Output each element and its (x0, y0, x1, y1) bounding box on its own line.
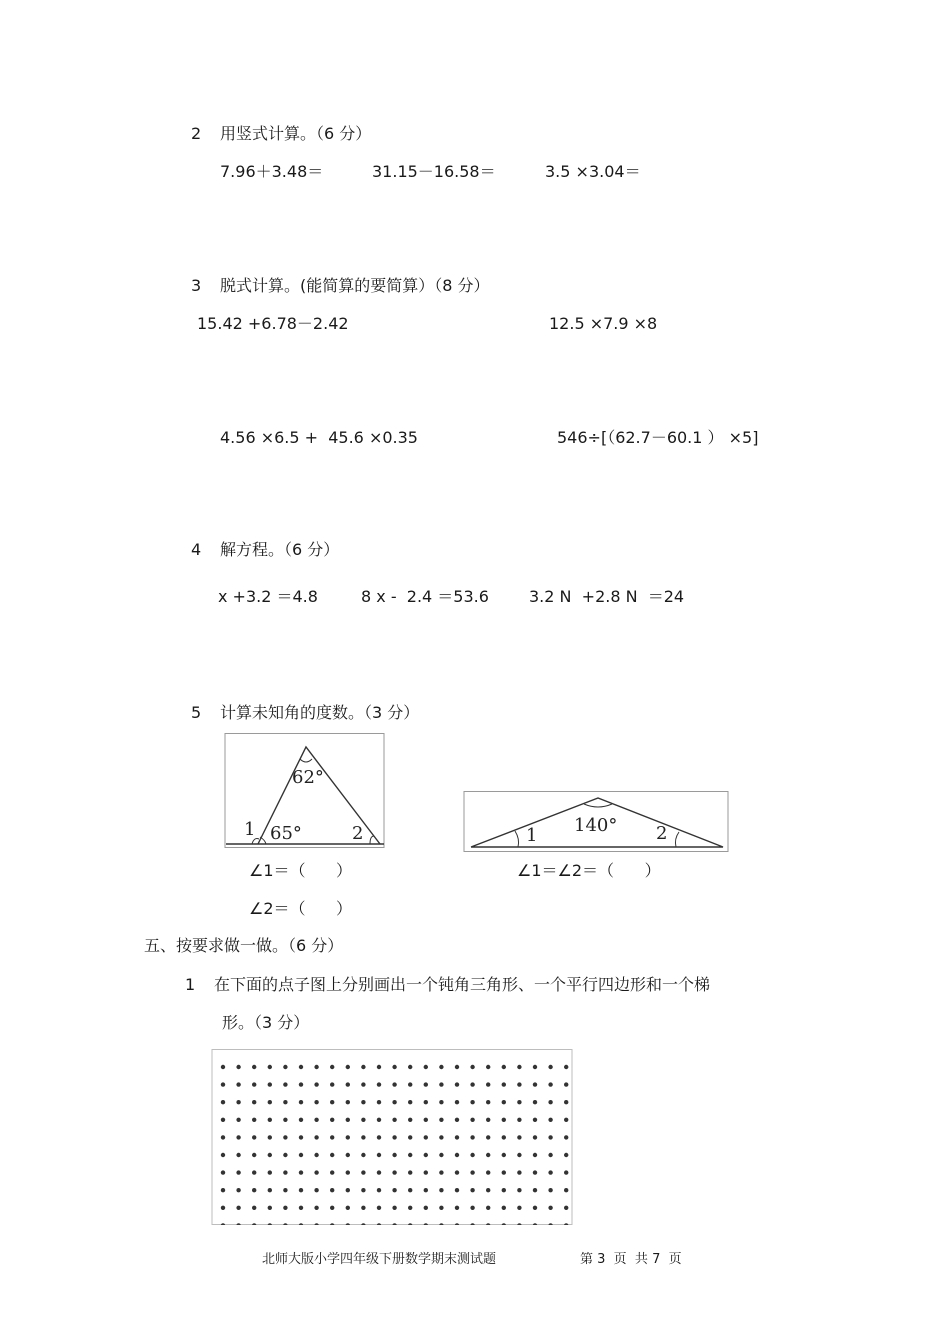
angle-140-label: 140° (574, 815, 618, 836)
grid-dot[interactable] (392, 1206, 396, 1210)
grid-dot[interactable] (455, 1170, 459, 1174)
grid-dot[interactable] (314, 1065, 318, 1069)
triangle-figure-2 (463, 791, 729, 853)
grid-dot[interactable] (361, 1082, 365, 1086)
grid-dot[interactable] (392, 1118, 396, 1122)
grid-dot[interactable] (221, 1188, 225, 1192)
s5-q1-text-line2: 形。（3 分） (222, 1013, 310, 1032)
grid-dot[interactable] (486, 1206, 490, 1210)
grid-dot[interactable] (361, 1065, 365, 1069)
grid-dot[interactable] (470, 1170, 474, 1174)
q3-number: 3 (191, 276, 202, 295)
grid-dot[interactable] (517, 1118, 521, 1122)
grid-dot[interactable] (470, 1118, 474, 1122)
dot-grid[interactable] (211, 1049, 573, 1225)
grid-dot[interactable] (236, 1153, 240, 1157)
grid-dot[interactable] (392, 1135, 396, 1139)
grid-dot[interactable] (392, 1223, 396, 1225)
grid-dot[interactable] (486, 1170, 490, 1174)
q5-answer-2: ∠2＝（ ） (249, 899, 353, 918)
grid-dot[interactable] (221, 1082, 225, 1086)
q4-title: 解方程。（6 分） (220, 540, 340, 559)
grid-dot[interactable] (299, 1082, 303, 1086)
grid-dot[interactable] (299, 1118, 303, 1122)
grid-dot[interactable] (361, 1206, 365, 1210)
grid-dot[interactable] (502, 1118, 506, 1122)
grid-dot[interactable] (548, 1135, 552, 1139)
q4-item-2: 8 x - 2.4 ＝53.6 (361, 587, 489, 606)
section-heading: 五、按要求做一做。（6 分） (144, 936, 344, 955)
grid-dot[interactable] (268, 1118, 272, 1122)
grid-dot[interactable] (236, 1170, 240, 1174)
grid-dot[interactable] (502, 1170, 506, 1174)
grid-dot[interactable] (439, 1065, 443, 1069)
grid-dot[interactable] (314, 1082, 318, 1086)
grid-dot[interactable] (236, 1065, 240, 1069)
grid-dot[interactable] (236, 1206, 240, 1210)
grid-dot[interactable] (392, 1100, 396, 1104)
q4-item-3: 3.2 N +2.8 N ＝24 (529, 587, 685, 606)
grid-dot[interactable] (330, 1065, 334, 1069)
grid-dot[interactable] (314, 1135, 318, 1139)
grid-dot[interactable] (346, 1082, 350, 1086)
grid-dot[interactable] (470, 1100, 474, 1104)
grid-dot[interactable] (455, 1188, 459, 1192)
grid-dot[interactable] (283, 1223, 287, 1225)
angle-62-label: 62° (292, 767, 324, 788)
grid-dot[interactable] (346, 1170, 350, 1174)
grid-dot[interactable] (470, 1188, 474, 1192)
grid-dot[interactable] (533, 1188, 537, 1192)
grid-dot[interactable] (361, 1153, 365, 1157)
grid-dot[interactable] (424, 1118, 428, 1122)
q5-title: 计算未知角的度数。（3 分） (220, 703, 420, 722)
grid-dot[interactable] (377, 1100, 381, 1104)
grid-dot[interactable] (533, 1223, 537, 1225)
grid-dot[interactable] (455, 1065, 459, 1069)
grid-dot[interactable] (377, 1188, 381, 1192)
grid-dot[interactable] (252, 1170, 256, 1174)
grid-dot[interactable] (408, 1135, 412, 1139)
grid-dot[interactable] (455, 1118, 459, 1122)
q3-item-2: 12.5 ×7.9 ×8 (549, 314, 658, 333)
q2-item-2: 31.15－16.58＝ (372, 162, 496, 181)
grid-dot[interactable] (252, 1153, 256, 1157)
grid-dot[interactable] (502, 1082, 506, 1086)
grid-dot[interactable] (517, 1170, 521, 1174)
q3-item-4: 546÷[（62.7－60.1 ） ×5] (557, 428, 759, 447)
q2-number: 2 (191, 124, 202, 143)
grid-dot[interactable] (424, 1135, 428, 1139)
grid-dot[interactable] (377, 1118, 381, 1122)
grid-dot[interactable] (299, 1153, 303, 1157)
grid-dot[interactable] (548, 1223, 552, 1225)
grid-dot[interactable] (236, 1100, 240, 1104)
grid-dot[interactable] (330, 1188, 334, 1192)
grid-dot[interactable] (283, 1170, 287, 1174)
grid-dot[interactable] (533, 1065, 537, 1069)
grid-dot[interactable] (548, 1206, 552, 1210)
grid-dot[interactable] (424, 1082, 428, 1086)
grid-dot[interactable] (548, 1188, 552, 1192)
q5-number: 5 (191, 703, 202, 722)
angle-2-label: 2 (656, 823, 668, 844)
grid-dot[interactable] (346, 1135, 350, 1139)
q3-item-3: 4.56 ×6.5 + 45.6 ×0.35 (220, 428, 418, 447)
grid-dot[interactable] (236, 1223, 240, 1225)
grid-dot[interactable] (299, 1170, 303, 1174)
grid-dot[interactable] (221, 1118, 225, 1122)
grid-dot[interactable] (548, 1065, 552, 1069)
grid-dot[interactable] (564, 1082, 568, 1086)
grid-dot[interactable] (346, 1153, 350, 1157)
grid-dot[interactable] (439, 1082, 443, 1086)
grid-dot[interactable] (236, 1118, 240, 1122)
grid-dot[interactable] (533, 1153, 537, 1157)
grid-dot[interactable] (330, 1223, 334, 1225)
grid-dot[interactable] (502, 1100, 506, 1104)
grid-dot[interactable] (439, 1135, 443, 1139)
grid-dot[interactable] (548, 1100, 552, 1104)
grid-dot[interactable] (564, 1206, 568, 1210)
grid-dot[interactable] (533, 1082, 537, 1086)
grid-dot[interactable] (392, 1065, 396, 1069)
grid-dot[interactable] (221, 1065, 225, 1069)
grid-dot[interactable] (517, 1100, 521, 1104)
grid-dot[interactable] (424, 1065, 428, 1069)
grid-dot[interactable] (486, 1100, 490, 1104)
grid-dot[interactable] (564, 1065, 568, 1069)
grid-dot[interactable] (221, 1135, 225, 1139)
grid-dot[interactable] (330, 1135, 334, 1139)
q2-title: 用竖式计算。（6 分） (220, 124, 372, 143)
grid-dot[interactable] (252, 1100, 256, 1104)
grid-dot[interactable] (455, 1100, 459, 1104)
grid-dot[interactable] (392, 1153, 396, 1157)
grid-dot[interactable] (236, 1082, 240, 1086)
grid-dot[interactable] (377, 1170, 381, 1174)
grid-dot[interactable] (533, 1100, 537, 1104)
grid-dot[interactable] (408, 1188, 412, 1192)
grid-dot[interactable] (268, 1223, 272, 1225)
grid-dot[interactable] (283, 1135, 287, 1139)
grid-dot[interactable] (408, 1206, 412, 1210)
grid-dot[interactable] (330, 1118, 334, 1122)
grid-dot[interactable] (502, 1135, 506, 1139)
grid-dot[interactable] (252, 1188, 256, 1192)
grid-dot[interactable] (533, 1118, 537, 1122)
grid-dot[interactable] (548, 1118, 552, 1122)
grid-dot[interactable] (455, 1082, 459, 1086)
grid-dot[interactable] (517, 1206, 521, 1210)
grid-dot[interactable] (299, 1135, 303, 1139)
grid-dot[interactable] (517, 1082, 521, 1086)
grid-dot[interactable] (455, 1223, 459, 1225)
s5-q1-text-line1: 在下面的点子图上分别画出一个钝角三角形、一个平行四边形和一个梯 (214, 975, 711, 994)
grid-dot[interactable] (564, 1100, 568, 1104)
grid-dot[interactable] (346, 1206, 350, 1210)
grid-dot[interactable] (283, 1188, 287, 1192)
grid-dot[interactable] (330, 1153, 334, 1157)
angle-2-label: 2 (352, 823, 364, 844)
q5-answer-1: ∠1＝（ ） (249, 861, 353, 880)
grid-dot[interactable] (283, 1100, 287, 1104)
grid-dot[interactable] (564, 1153, 568, 1157)
grid-dot[interactable] (564, 1170, 568, 1174)
grid-dot[interactable] (346, 1223, 350, 1225)
grid-dot[interactable] (548, 1082, 552, 1086)
grid-dot[interactable] (564, 1223, 568, 1225)
grid-dot[interactable] (502, 1206, 506, 1210)
grid-dot[interactable] (330, 1170, 334, 1174)
grid-dot[interactable] (361, 1135, 365, 1139)
grid-dot[interactable] (470, 1065, 474, 1069)
grid-dot[interactable] (455, 1206, 459, 1210)
grid-dot[interactable] (221, 1223, 225, 1225)
grid-dot[interactable] (470, 1135, 474, 1139)
grid-dot[interactable] (533, 1206, 537, 1210)
grid-dot[interactable] (346, 1188, 350, 1192)
grid-dot[interactable] (314, 1206, 318, 1210)
grid-dot[interactable] (486, 1223, 490, 1225)
grid-dot[interactable] (455, 1135, 459, 1139)
q4-number: 4 (191, 540, 202, 559)
grid-dot[interactable] (377, 1206, 381, 1210)
grid-dot[interactable] (439, 1223, 443, 1225)
grid-dot[interactable] (470, 1082, 474, 1086)
grid-dot[interactable] (424, 1206, 428, 1210)
grid-dot[interactable] (486, 1082, 490, 1086)
grid-dot[interactable] (564, 1135, 568, 1139)
grid-dot[interactable] (283, 1082, 287, 1086)
q2-item-3: 3.5 ×3.04＝ (545, 162, 641, 181)
grid-dot[interactable] (470, 1223, 474, 1225)
angle-65-label: 65° (270, 823, 302, 844)
grid-dot[interactable] (502, 1188, 506, 1192)
q3-item-1: 15.42 +6.78－2.42 (197, 314, 349, 333)
grid-dot[interactable] (548, 1153, 552, 1157)
grid-dot[interactable] (361, 1223, 365, 1225)
grid-dot[interactable] (424, 1153, 428, 1157)
grid-dot[interactable] (377, 1153, 381, 1157)
grid-dot[interactable] (361, 1188, 365, 1192)
grid-dot[interactable] (252, 1223, 256, 1225)
grid-dot[interactable] (268, 1100, 272, 1104)
grid-dot[interactable] (330, 1100, 334, 1104)
grid-dot[interactable] (268, 1206, 272, 1210)
grid-dot[interactable] (236, 1188, 240, 1192)
grid-dot[interactable] (548, 1170, 552, 1174)
grid-dot[interactable] (221, 1206, 225, 1210)
grid-dot[interactable] (221, 1170, 225, 1174)
grid-dot[interactable] (502, 1065, 506, 1069)
q3-title: 脱式计算。(能简算的要简算）（8 分） (220, 276, 490, 295)
q4-item-1: x +3.2 ＝4.8 (218, 587, 318, 606)
grid-dot[interactable] (408, 1118, 412, 1122)
grid-dot[interactable] (564, 1188, 568, 1192)
grid-dot[interactable] (377, 1082, 381, 1086)
grid-dot[interactable] (299, 1188, 303, 1192)
grid-dot[interactable] (455, 1153, 459, 1157)
grid-dot[interactable] (486, 1135, 490, 1139)
grid-dot[interactable] (361, 1170, 365, 1174)
grid-dot[interactable] (392, 1082, 396, 1086)
grid-dot[interactable] (486, 1118, 490, 1122)
grid-dot[interactable] (486, 1153, 490, 1157)
grid-dot[interactable] (314, 1153, 318, 1157)
grid-dot[interactable] (564, 1118, 568, 1122)
grid-dot[interactable] (283, 1153, 287, 1157)
grid-dot[interactable] (424, 1100, 428, 1104)
grid-dot[interactable] (533, 1135, 537, 1139)
grid-dot[interactable] (424, 1188, 428, 1192)
grid-dot[interactable] (299, 1206, 303, 1210)
grid-dot[interactable] (252, 1082, 256, 1086)
grid-dot[interactable] (268, 1082, 272, 1086)
grid-dot[interactable] (252, 1118, 256, 1122)
footer-title: 北师大版小学四年级下册数学期末测试题 (262, 1252, 497, 1267)
grid-dot[interactable] (502, 1223, 506, 1225)
grid-dot[interactable] (517, 1135, 521, 1139)
grid-dot[interactable] (268, 1188, 272, 1192)
footer-page: 第 3 页 共 7 页 (580, 1252, 682, 1267)
grid-dot[interactable] (221, 1100, 225, 1104)
grid-dot[interactable] (268, 1135, 272, 1139)
grid-dot[interactable] (502, 1153, 506, 1157)
grid-dot[interactable] (252, 1206, 256, 1210)
angle-1-label: 1 (526, 825, 538, 846)
grid-dot[interactable] (439, 1118, 443, 1122)
grid-dot[interactable] (377, 1065, 381, 1069)
grid-dot[interactable] (330, 1082, 334, 1086)
grid-dot[interactable] (361, 1100, 365, 1104)
grid-dot[interactable] (424, 1223, 428, 1225)
grid-dot[interactable] (486, 1188, 490, 1192)
grid-dot[interactable] (439, 1188, 443, 1192)
grid-dot[interactable] (346, 1118, 350, 1122)
grid-dot[interactable] (439, 1170, 443, 1174)
grid-dot[interactable] (392, 1188, 396, 1192)
grid-dot[interactable] (346, 1100, 350, 1104)
grid-dot[interactable] (314, 1223, 318, 1225)
grid-dot[interactable] (486, 1065, 490, 1069)
grid-dot[interactable] (283, 1065, 287, 1069)
grid-dot[interactable] (283, 1206, 287, 1210)
grid-dot[interactable] (377, 1223, 381, 1225)
grid-dot[interactable] (314, 1118, 318, 1122)
grid-dot[interactable] (424, 1170, 428, 1174)
grid-dot[interactable] (470, 1153, 474, 1157)
grid-dot[interactable] (439, 1153, 443, 1157)
grid-dot[interactable] (392, 1170, 396, 1174)
grid-dot[interactable] (252, 1135, 256, 1139)
grid-dot[interactable] (330, 1206, 334, 1210)
grid-dot[interactable] (439, 1100, 443, 1104)
q2-item-1: 7.96＋3.48＝ (220, 162, 324, 181)
grid-dot[interactable] (377, 1135, 381, 1139)
q5-answer-3: ∠1＝∠2＝（ ） (517, 861, 661, 880)
angle-1-label: 1 (244, 819, 256, 840)
grid-dot[interactable] (408, 1223, 412, 1225)
grid-dot[interactable] (268, 1153, 272, 1157)
grid-dot[interactable] (299, 1065, 303, 1069)
grid-dot[interactable] (268, 1065, 272, 1069)
s5-q1-number: 1 (185, 975, 196, 994)
grid-dot[interactable] (361, 1118, 365, 1122)
grid-dot[interactable] (517, 1065, 521, 1069)
grid-dot[interactable] (408, 1170, 412, 1174)
grid-dot[interactable] (517, 1188, 521, 1192)
grid-dot[interactable] (470, 1206, 474, 1210)
grid-dot[interactable] (408, 1100, 412, 1104)
grid-dot[interactable] (439, 1206, 443, 1210)
grid-dot[interactable] (283, 1118, 287, 1122)
grid-dot[interactable] (533, 1170, 537, 1174)
grid-dot[interactable] (268, 1170, 272, 1174)
grid-dot[interactable] (346, 1065, 350, 1069)
grid-dot[interactable] (252, 1065, 256, 1069)
grid-dot[interactable] (517, 1223, 521, 1225)
grid-dot[interactable] (221, 1153, 225, 1157)
grid-dot[interactable] (314, 1188, 318, 1192)
grid-dot[interactable] (517, 1153, 521, 1157)
grid-dot[interactable] (236, 1135, 240, 1139)
grid-dot[interactable] (314, 1100, 318, 1104)
grid-dot[interactable] (408, 1153, 412, 1157)
grid-dot[interactable] (299, 1223, 303, 1225)
grid-dot[interactable] (408, 1065, 412, 1069)
grid-dot[interactable] (314, 1170, 318, 1174)
triangle-figure-1 (224, 733, 386, 849)
grid-dot[interactable] (299, 1100, 303, 1104)
grid-dot[interactable] (408, 1082, 412, 1086)
